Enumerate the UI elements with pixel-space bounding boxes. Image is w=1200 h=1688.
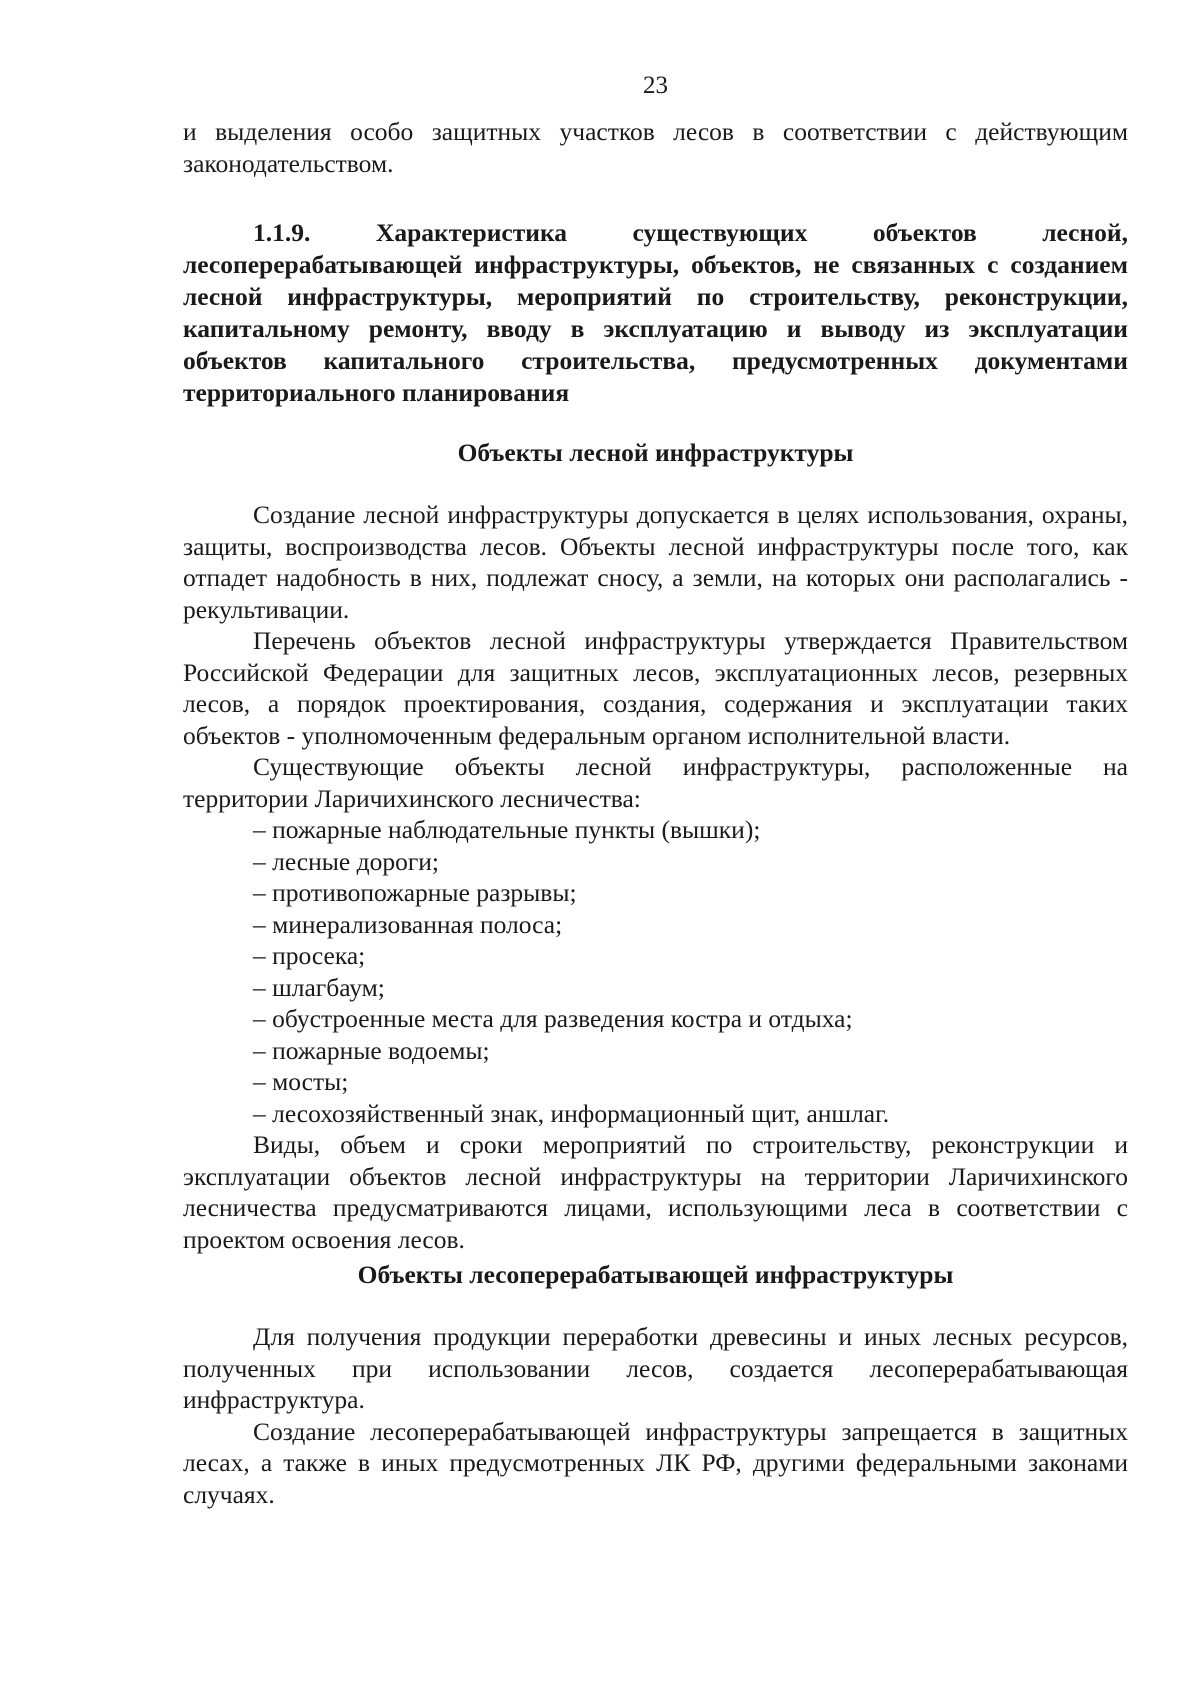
intro-paragraph: и выделения особо защитных участков лесов в соответствии с действующим законодательством. xyxy=(183,117,1128,178)
page-number: 23 xyxy=(643,72,668,99)
list-item: – лесохозяйственный знак, информационный щит, аншлаг. xyxy=(253,1098,1128,1130)
list-item: – просека; xyxy=(253,940,1128,972)
forest-infra-paragraph-3: Существующие объекты лесной инфраструктуры, расположенные на территории Ларичихинского лесничества: xyxy=(183,752,1128,813)
section-number: 1.1.9. xyxy=(253,218,311,247)
forest-infra-paragraph-4: Виды, объем и сроки мероприятий по строительству, реконструкции и эксплуатации объектов лесной инфраструктуры на территории Ларичихинского лесничества предусматриваются лицами, использующими леса в соответствии с проектом освоения лесов. xyxy=(183,1130,1128,1254)
list-item: – шлагбаум; xyxy=(253,972,1128,1004)
list-item: – мосты; xyxy=(253,1066,1128,1098)
processing-infra-heading: Объекты лесоперерабатывающей инфраструктуры xyxy=(357,1260,954,1289)
list-item: – обустроенные места для разведения костра и отдыха; xyxy=(253,1003,1128,1035)
list-item: – пожарные водоемы; xyxy=(253,1035,1128,1067)
list-item: – пожарные наблюдательные пункты (вышки); xyxy=(253,814,1128,846)
list-item: – противопожарные разрывы; xyxy=(253,877,1128,909)
forest-infra-list xyxy=(183,814,1128,1129)
list-item: – минерализованная полоса; xyxy=(253,909,1128,941)
processing-infra-paragraph-1: Для получения продукции переработки древесины и иных лесных ресурсов, полученных при использовании лесов, создается лесоперерабатывающая инфраструктура. xyxy=(183,1322,1128,1414)
forest-infra-paragraph-1: Создание лесной инфраструктуры допускается в целях использования, охраны, защиты, воспроизводства лесов. Объекты лесной инфраструктуры после того, как отпадет надобность в них, подлежат сносу, а земли, на которых они располагались - рекультивации. xyxy=(183,500,1128,624)
forest-infra-heading: Объекты лесной инфраструктуры xyxy=(457,438,854,467)
processing-infra-paragraph-2: Создание лесоперерабатывающей инфраструктуры запрещается в защитных лесах, а также в иных предусмотренных ЛК РФ, другими федеральными законами случаях. xyxy=(183,1416,1128,1509)
section-title: Характеристика существующих объектов лесной, лесоперерабатывающей инфраструктуры, объектов, не связанных с созданием лесной инфраструктуры, мероприятий по строительству, реконструкции, капитальному ремонту, вводу в эксплуатацию и выводу из эксплуатации объектов капитального строительства, предусмотренных документами территориального планирования xyxy=(183,218,1128,407)
list-item: – лесные дороги; xyxy=(253,846,1128,878)
document-page xyxy=(183,70,1128,1510)
section-heading xyxy=(183,217,1128,409)
forest-infra-paragraph-2: Перечень объектов лесной инфраструктуры утверждается Правительством Российской Федерации для защитных лесов, эксплуатационных лесов, резервных лесов, а порядок проектирования, создания, содержания и эксплуатации таких объектов - уполномоченным федеральным органом исполнительной власти. xyxy=(183,626,1128,750)
